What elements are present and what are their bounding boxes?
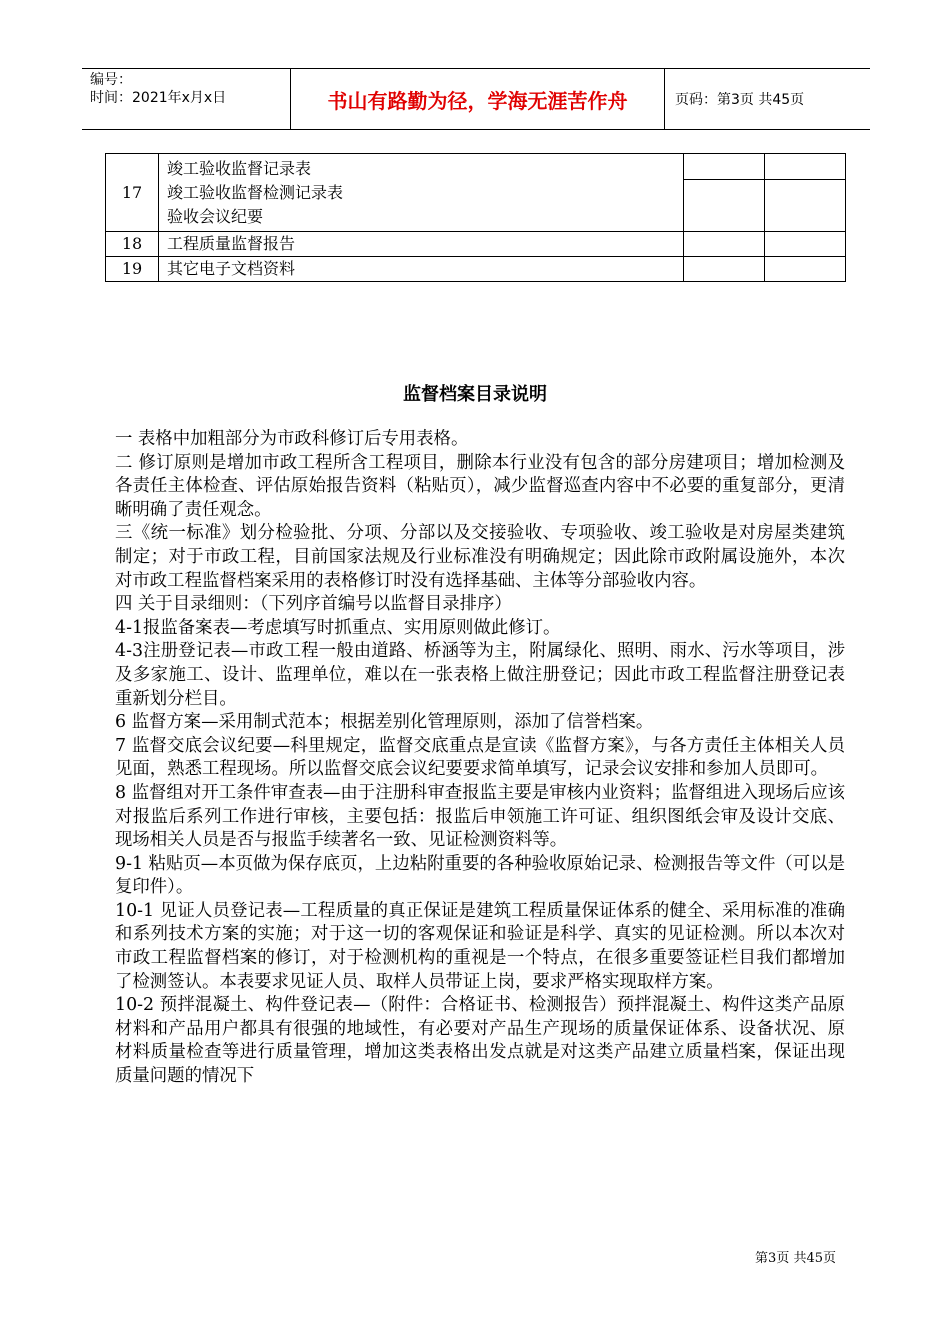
paragraph: 9-1 粘贴页—本页做为保存底页，上边粘附重要的各种验收原始记录、检测报告等文件（可以是复印件）。 xyxy=(115,853,845,898)
page-header xyxy=(82,68,870,130)
table-row xyxy=(106,257,846,282)
paragraph: 三《统一标准》划分检验批、分项、分部以及交接验收、专项验收、竣工验收是对房屋类建筑制定；对于市政工程，目前国家法规及行业标准没有明确规定；因此除市政附属设施外，本次对市政工程监督档案采用的表格修订时没有选择基础、主体等分部验收内容。 xyxy=(115,523,845,591)
row-number: 19 xyxy=(106,257,159,282)
empty-cell xyxy=(684,257,765,282)
table-row xyxy=(106,154,846,180)
paragraph: 四 关于目录细则：（下列序首编号以监督目录排序） xyxy=(115,594,512,615)
body-text xyxy=(115,428,845,1089)
paragraph: 6 监督方案—采用制式范本；根据差别化管理原则，添加了信誉档案。 xyxy=(115,712,654,733)
table-row xyxy=(106,232,846,257)
section-title: 监督档案目录说明 xyxy=(403,384,547,405)
paragraph: 8 监督组对开工条件审查表—由于注册科审查报监主要是审核内业资料；监督组进入现场后应该对报监后系列工作进行审核，主要包括：报监后申领施工许可证、组织图纸会审及设计交底、现场相关人员是否与报监手续著名一致、见证检测资料等。 xyxy=(115,782,845,851)
row-content: 工程质量监督报告 xyxy=(159,232,684,257)
code-label: 编号： xyxy=(90,72,132,88)
empty-cell xyxy=(684,154,765,180)
paragraph: 二 修订原则是增加市政工程所含工程项目，删除本行业没有包含的部分房建项目；增加检测及各责任主体检查、评估原始报告资料（粘贴页），减少监督巡查内容中不必要的重复部分，更清晰明确了责任观念。 xyxy=(115,452,845,520)
empty-cell xyxy=(684,232,765,257)
paragraph: 7 监督交底会议纪要—科里规定，监督交底重点是宣读《监督方案》，与各方责任主体相关人员见面，熟悉工程现场。所以监督交底会议纪要要求简单填写，记录会议安排和参加人员即可。 xyxy=(115,735,845,780)
motto: 书山有路勤为径，学海无涯苦作舟 xyxy=(291,69,665,129)
empty-cell xyxy=(684,180,765,232)
row-line: 竣工验收监督记录表 xyxy=(167,158,312,178)
row-number: 18 xyxy=(106,232,159,257)
empty-cell xyxy=(765,232,846,257)
empty-cell xyxy=(765,154,846,180)
row-content xyxy=(159,154,684,232)
catalog-table xyxy=(105,153,846,282)
row-content: 其它电子文档资料 xyxy=(159,257,684,282)
time-label: 时间：2021年x月x日 xyxy=(90,90,227,106)
paragraph: 4-1报监备案表—考虑填写时抓重点、实用原则做此修订。 xyxy=(115,617,561,638)
row-line: 验收会议纪要 xyxy=(167,206,264,226)
paragraph: 一 表格中加粗部分为市政科修订后专用表格。 xyxy=(115,429,469,449)
row-number: 17 xyxy=(106,154,159,232)
page-info: 页码：第3页 共45页 xyxy=(675,92,805,108)
empty-cell xyxy=(765,257,846,282)
header-meta xyxy=(82,69,291,129)
row-line: 竣工验收监督检测记录表 xyxy=(167,182,344,202)
paragraph: 10-1 见证人员登记表—工程质量的真正保证是建筑工程质量保证体系的健全、采用标准的准确和系列技术方案的实施；对于这一切的客观保证和验证是科学、真实的见证检测。所以本次对市政工程监督档案的修订，对于检测机构的重视是一个特点，在很多重要签证栏目我们都增加了检测签认。本表要求见证人员、取样人员带证上岗，要求严格实现取样方案。 xyxy=(115,900,845,992)
paragraph: 10-2 预拌混凝土、构件登记表—（附件：合格证书、检测报告）预拌混凝土、构件这类产品原材料和产品用户都具有很强的地域性，有必要对产品生产现场的质量保证体系、设备状况、原材料质量检查等进行质量管理，增加这类表格出发点就是对这类产品建立质量档案，保证出现质量问题的情况下 xyxy=(115,995,845,1087)
paragraph: 4-3注册登记表—市政工程一般由道路、桥涵等为主，附属绿化、照明、雨水、污水等项目，涉及多家施工、设计、监理单位，难以在一张表格上做注册登记；因此市政工程监督注册登记表重新划分栏目。 xyxy=(115,641,845,709)
empty-cell xyxy=(765,180,846,232)
page-footer: 第3页 共45页 xyxy=(755,1251,836,1266)
